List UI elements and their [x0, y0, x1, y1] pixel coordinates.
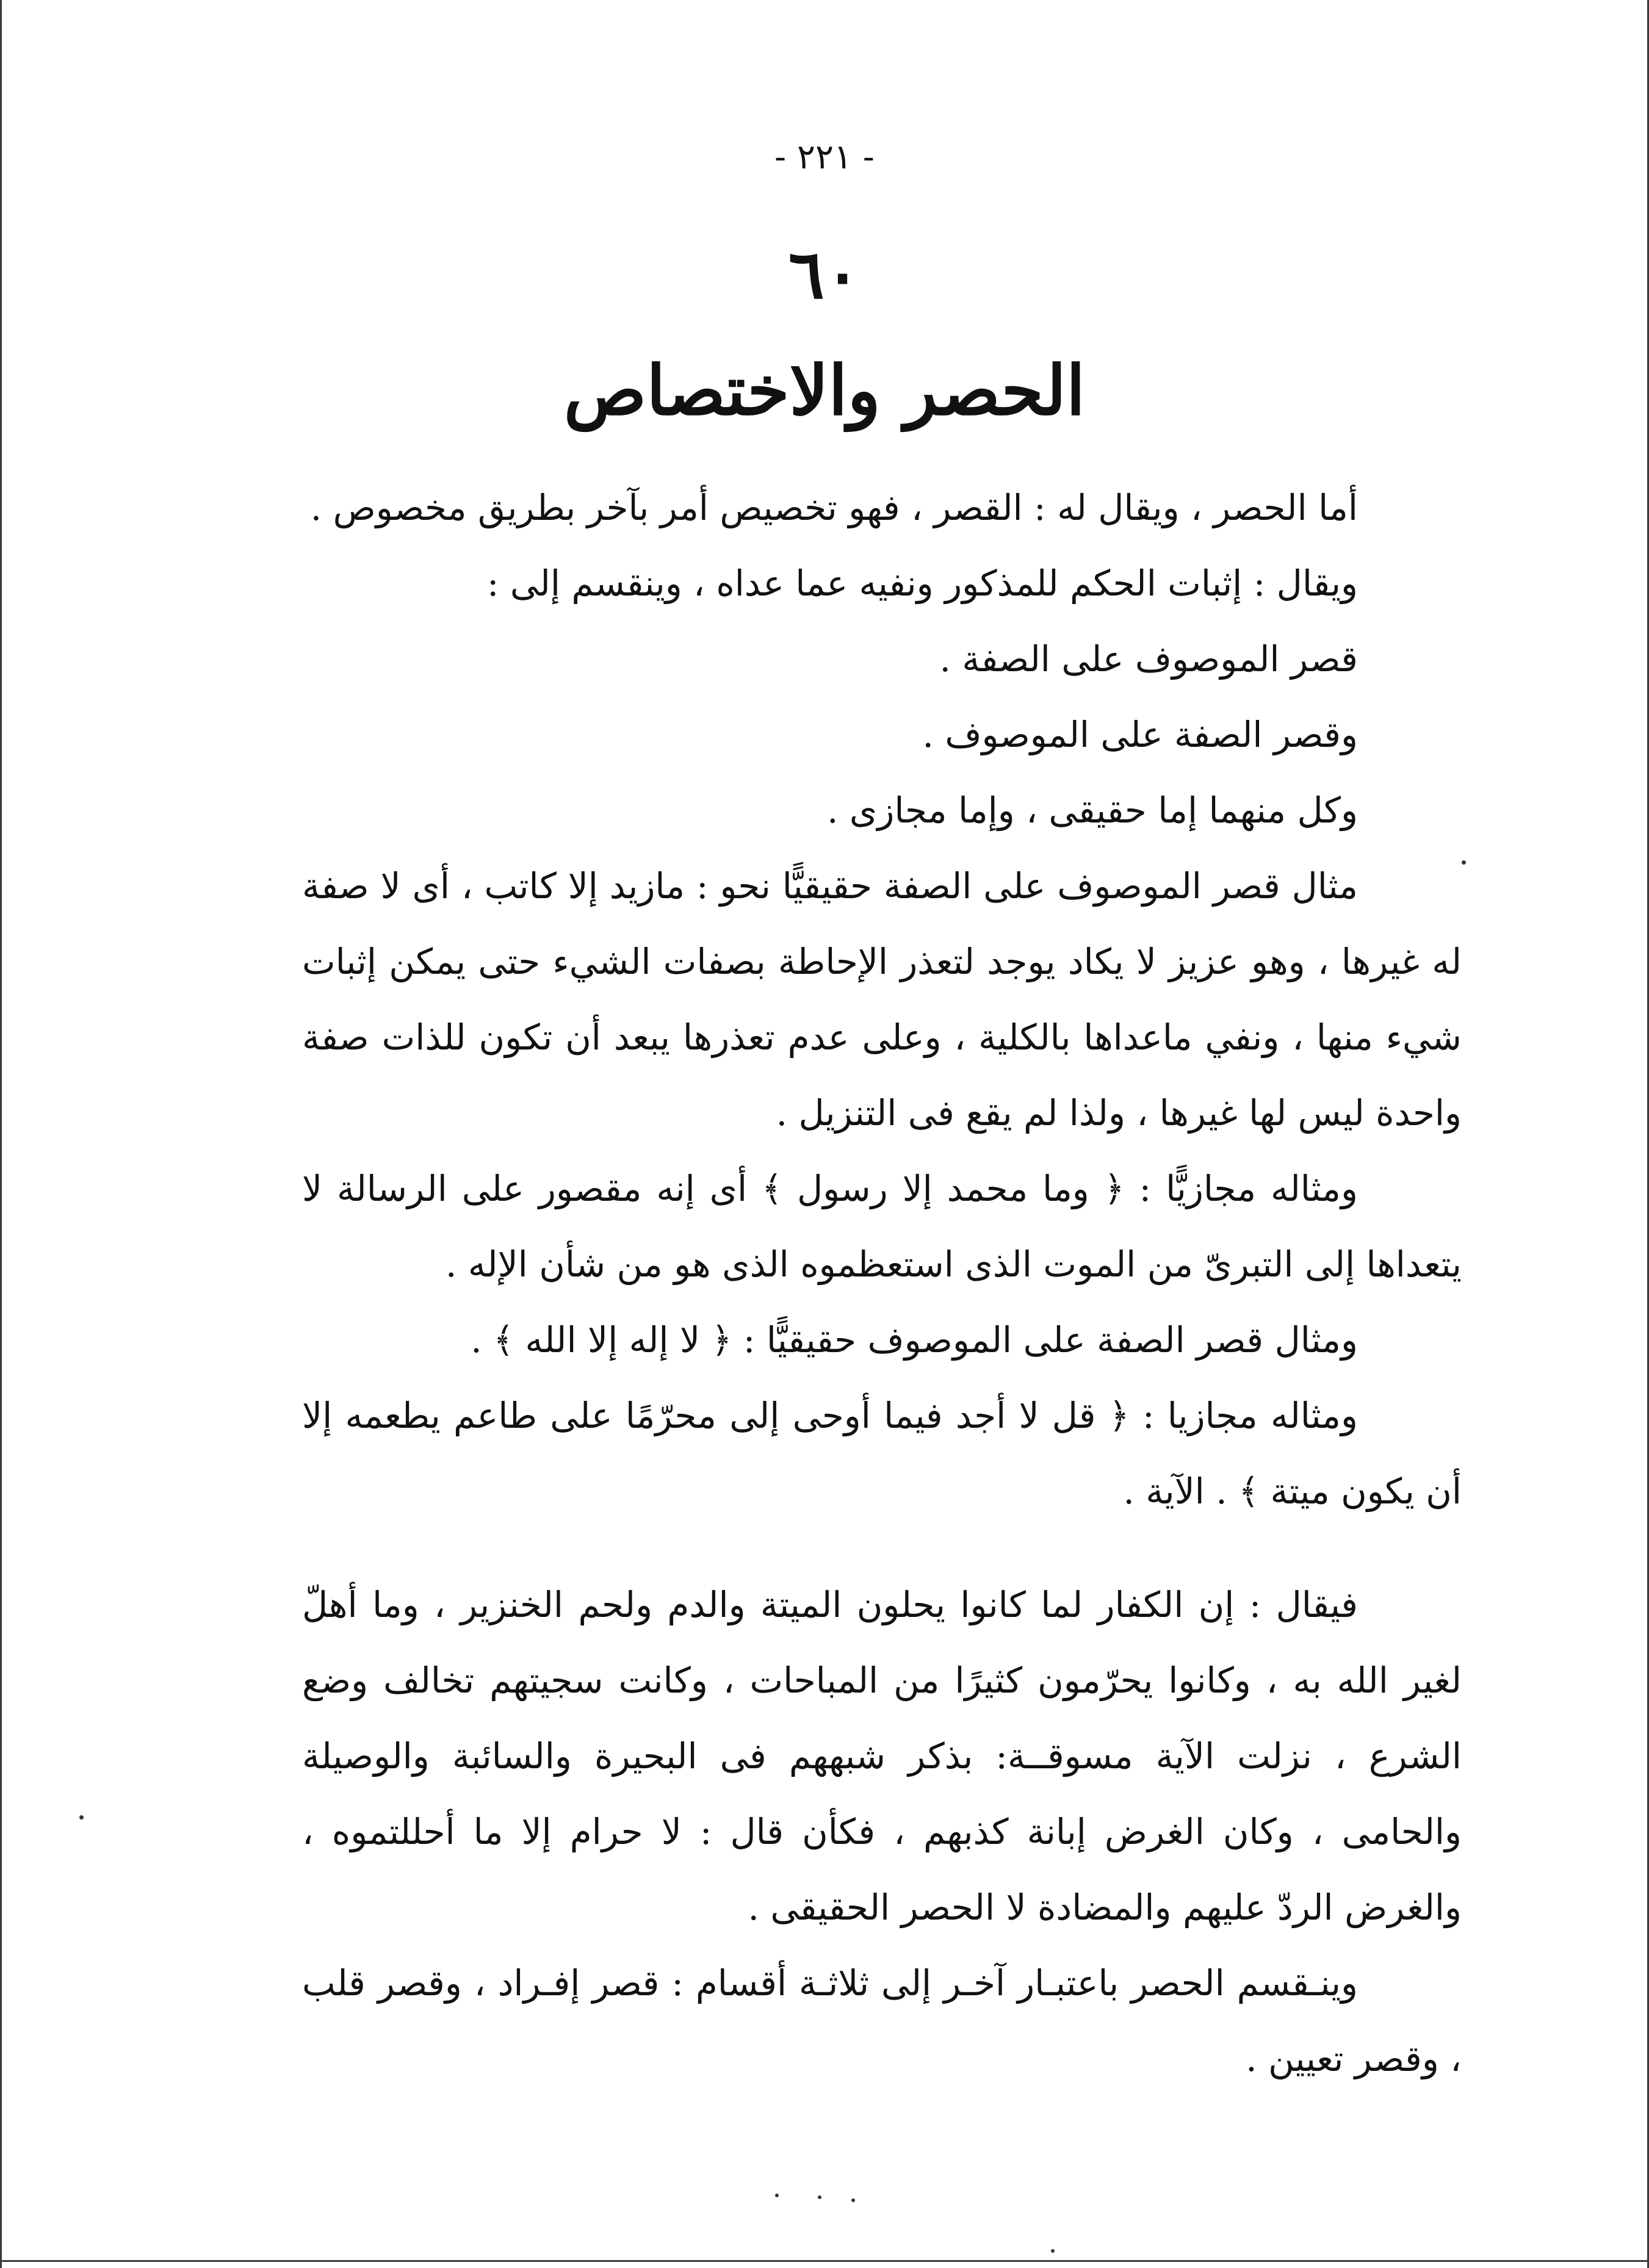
- section-number: ٦٠: [788, 235, 861, 314]
- scan-speck: [1051, 2249, 1055, 2253]
- page-number: - ٢٢١ -: [774, 137, 875, 177]
- paragraph: ومثاله مجازيًّا : ﴿ وما محمد إلا رسول ﴾ أى إنه مقصور على الرسالة لا يتعداها إلى التبرىّ من الموت الذى استعظموه الذى هو من شأن الإله .: [302, 1168, 1462, 1285]
- paragraph: وقصر الصفة على الموصوف .: [922, 714, 1358, 755]
- paragraph: ويقال : إثبات الحكم للمذكور ونفيه عما عداه ، وينقسم إلى :: [486, 563, 1358, 604]
- scan-speck: [851, 2198, 855, 2202]
- scan-speck: [818, 2195, 821, 2199]
- scan-edge-bottom: [0, 2260, 1649, 2262]
- paragraph: ومثاله مجازيا : ﴿ قل لا أجد فيما أوحى إلى محرّمًا على طاعم يطعمه إلا أن يكون ميتة ﴾ . الآية .: [302, 1395, 1462, 1512]
- paragraph: قصر الموصوف على الصفة .: [939, 638, 1358, 680]
- scan-edge-left: [0, 0, 2, 2268]
- section-title: الحصر والاختصاص: [563, 351, 1086, 431]
- paragraph: ومثال قصر الصفة على الموصوف حقيقيًّا : ﴿ لا إله إلا الله ﴾ .: [471, 1319, 1358, 1361]
- paragraph: أما الحصر ، ويقال له : القصر ، فهو تخصيص أمر بآخر بطريق مخصوص .: [310, 487, 1358, 528]
- paragraph: وينـقسم الحصر باعتبـار آخـر إلى ثلاثـة أقسام : قصر إفـراد ، وقصر قلب ، وقصر تعيين .: [302, 1962, 1462, 2079]
- scan-speck: [1462, 860, 1466, 865]
- scan-speck: [775, 2194, 779, 2197]
- paragraph: مثال قصر الموصوف على الصفة حقيقيًّا نحو : مازيد إلا كاتب ، أى لا صفة له غيرها ، وهو عزيز لا يكاد يوجد لتعذر الإحاطة بصفات الشيء حتى يمكن إثبات شيء منها ، ونفي ماعداها بالكلية ، وعلى عدم تعذرها يبعد أن تكون للذات صفة واحدة ليس لها غيرها ، ولذا لم يقع فى التنزيل .: [302, 865, 1462, 1134]
- paragraph: وكل منهما إما حقيقى ، وإما مجازى .: [827, 790, 1358, 831]
- scan-speck: [79, 1815, 84, 1820]
- body-text: [302, 470, 1462, 2097]
- paragraph: فيقال : إن الكفار لما كانوا يحلون الميتة والدم ولحم الخنزير ، وما أهلّ لغير الله به ، وكانوا يحرّمون كثيرًا من المباحات ، وكانت سجيتهم تخالف وضع الشرع ، نزلت الآية مسوقــة: بذكر شبههم فى البحيرة والسائبة والوصيلة والحامى ، وكان الغرض إبانة كذبهم ، فكأن قال : لا حرام إلا ما أحللتموه ، والغرض الردّ عليهم والمضادة لا الحصر الحقيقى .: [302, 1584, 1462, 1928]
